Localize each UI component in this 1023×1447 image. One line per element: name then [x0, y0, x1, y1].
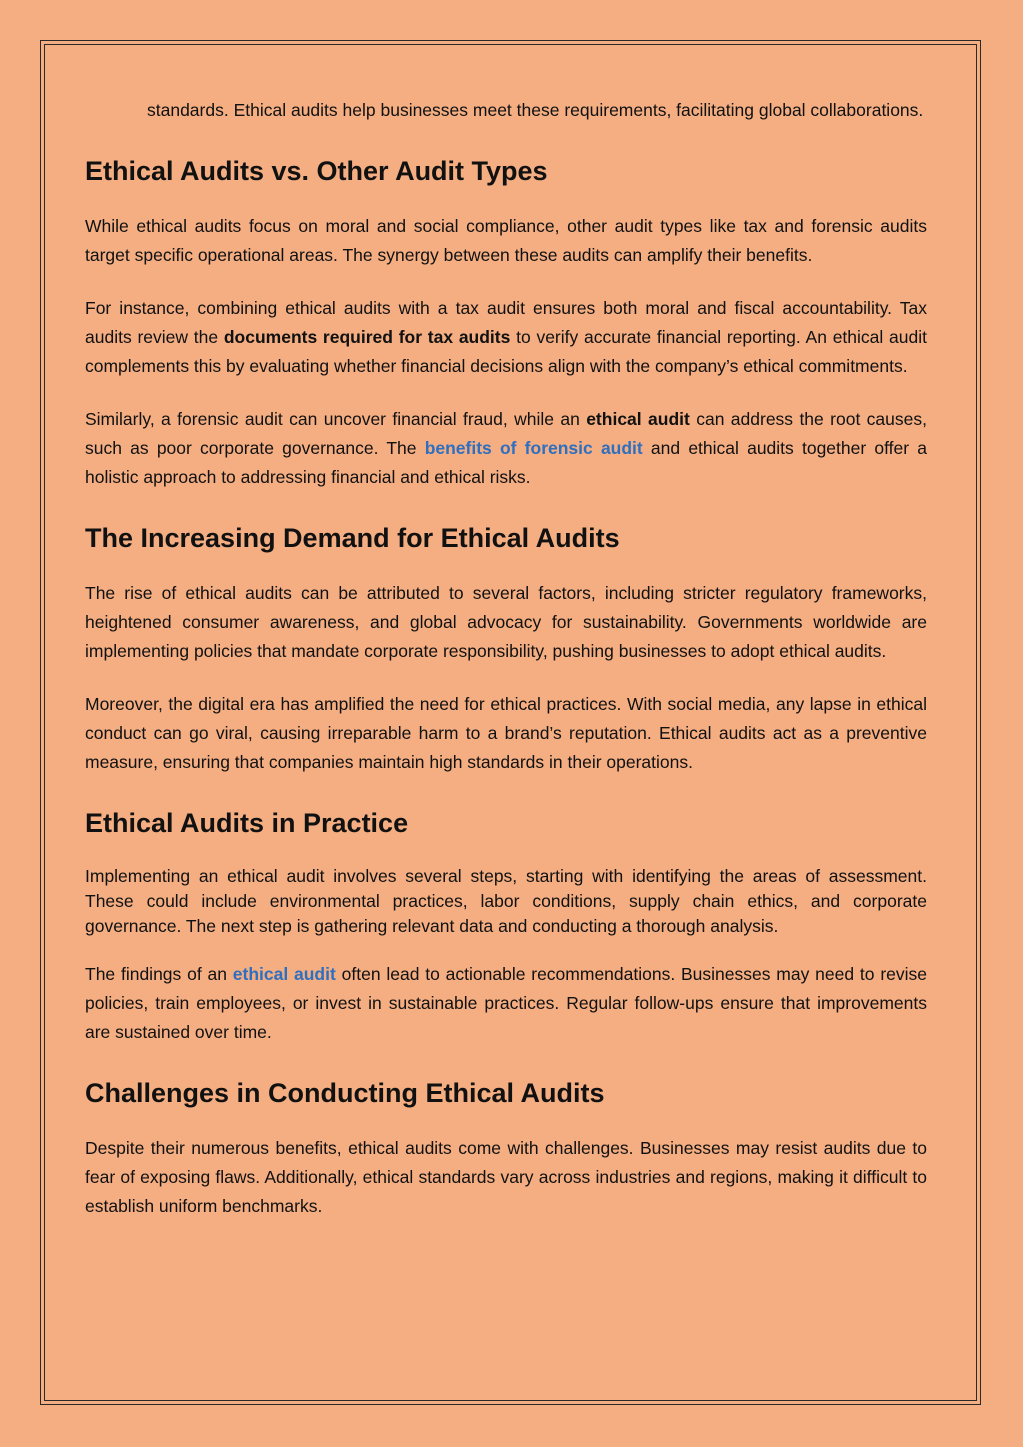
text-span: often lead to actionable recommendations. Businesses may need to revise policies, train employees, or invest in sustainable practices. Regular follow-ups ensure that improvements are sustained over time.: [85, 964, 927, 1042]
link-ethical-audit[interactable]: ethical audit: [232, 964, 336, 984]
text-span: For instance, combining ethical audits with a tax audit ensures both moral and fiscal accountability. Tax audits review the: [85, 298, 927, 347]
text-span: and ethical audits together offer a holistic approach to addressing financial and ethical risks.: [85, 438, 928, 487]
paragraph-practice-2: [85, 960, 927, 1047]
section-heading-audit-types: Ethical Audits vs. Other Audit Types: [85, 156, 548, 186]
paragraph-demand-1: The rise of ethical audits can be attributed to several factors, including stricter regulatory frameworks, heightened consumer awareness, and global advocacy for sustainability. Governments worldwide are implementing policies that mandate corporate responsibility, pushing businesses to adopt ethical audits.: [85, 583, 927, 661]
section-heading-challenges: Challenges in Conducting Ethical Audits: [85, 1078, 605, 1108]
text-span: The findings of an: [85, 964, 233, 984]
link-benefits-of-forensic-audit[interactable]: benefits of forensic audit: [424, 438, 643, 458]
paragraph-practice-1: Implementing an ethical audit involves several steps, starting with identifying the areas of assessment. These could include environmental practices, labor conditions, supply chain ethics, and corporate governance. The next step is gathering relevant data and conducting a thorough analysis.: [85, 866, 927, 936]
paragraph-audit-types-3: [85, 405, 927, 492]
text-span: to verify accurate financial reporting. An ethical audit complements this by evaluating whether financial decisions align with the company’s ethical commitments.: [85, 327, 927, 376]
paragraph-demand-2: Moreover, the digital era has amplified the need for ethical practices. With social media, any lapse in ethical conduct can go viral, causing irreparable harm to a brand’s reputation. Ethical audits act as a preventive measure, ensuring that companies maintain high standards in their operations.: [85, 694, 927, 772]
paragraph-audit-types-2: [85, 294, 927, 381]
bold-ethical-audit: ethical audit: [586, 409, 690, 429]
paragraph-challenges-1: Despite their numerous benefits, ethical audits come with challenges. Businesses may resist audits due to fear of exposing flaws. Additionally, ethical standards vary across industries and regions, making it difficult to establish uniform benchmarks.: [85, 1138, 927, 1216]
document-body: [85, 96, 927, 1221]
intro-paragraph: standards. Ethical audits help businesses meet these requirements, facilitating global collaborations.: [147, 100, 924, 120]
section-heading-in-practice: Ethical Audits in Practice: [85, 808, 409, 838]
paragraph-audit-types-1: While ethical audits focus on moral and social compliance, other audit types like tax and forensic audits target specific operational areas. The synergy between these audits can amplify their benefits.: [85, 216, 927, 265]
text-span: can address the root causes, such as poor corporate governance. The: [85, 409, 927, 458]
text-span: Similarly, a forensic audit can uncover financial fraud, while an: [85, 409, 587, 429]
bold-tax-documents: documents required for tax audits: [223, 327, 511, 347]
section-heading-increasing-demand: The Increasing Demand for Ethical Audits: [85, 523, 620, 553]
